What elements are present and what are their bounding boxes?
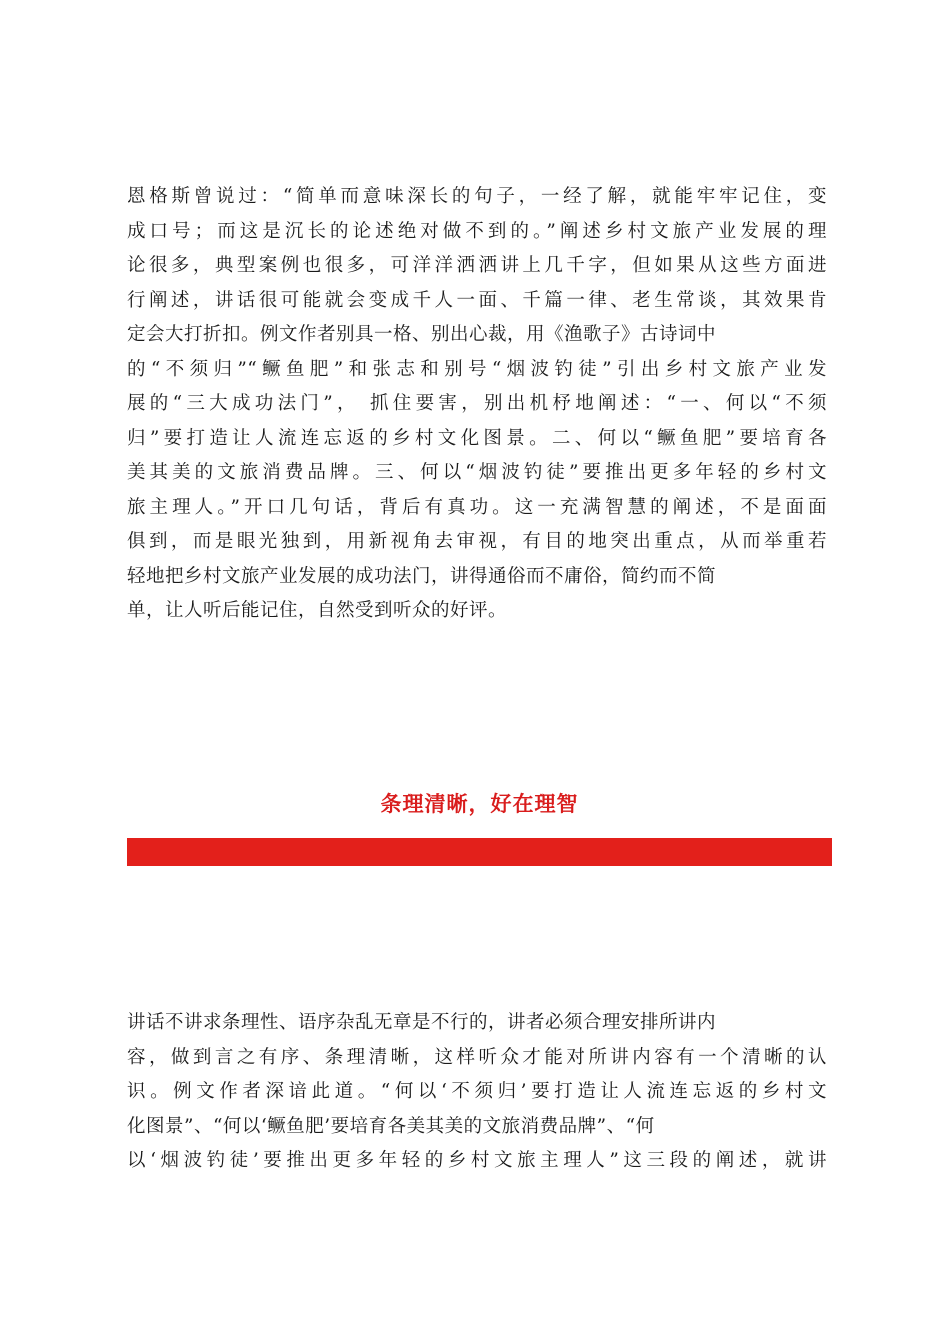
section-heading: 条理清晰，好在理智: [380, 792, 579, 816]
text-line: 的“不须归”“鳜鱼肥”和张志和别号“烟波钓徒”引出乡村文旅产业发: [127, 358, 827, 380]
text-line: 旅主理人。”开口几句话，背后有真功。这一充满智慧的阐述，不是面面: [127, 496, 827, 518]
text-line: 容，做到言之有序、条理清晰，这样听众才能对所讲内容有一个清晰的认: [127, 1046, 827, 1068]
section-divider-bar: [127, 838, 832, 866]
text-line: 以‘烟波钓徒’要推出更多年轻的乡村文旅主理人”这三段的阐述，就讲: [127, 1150, 827, 1171]
text-line: 论很多，典型案例也很多，可洋洋洒洒讲上几千字，但如果从这些方面进: [127, 255, 827, 276]
text-line: 归”要打造让人流连忘返的乡村文化图景。二、何以“鳜鱼肥”要培育各: [127, 427, 827, 449]
text-line: 美其美的文旅消费品牌。三、何以“烟波钓徒”要推出更多年轻的乡村文: [127, 462, 827, 483]
text-line: 俱到，而是眼光独到，用新视角去审视，有目的地突出重点，从而举重若: [127, 531, 827, 552]
text-line: 定会大打折扣。例文作者别具一格、别出心裁，用《渔歌子》古诗词中: [127, 324, 717, 345]
text-line: 识。例文作者深谙此道。“何以‘不须归’要打造让人流连忘返的乡村文: [127, 1081, 827, 1102]
text-line: 单，让人听后能记住，自然受到听众的好评。: [127, 600, 508, 621]
text-line: 化图景”、“何以‘鳜鱼肥’要培育各美其美的文旅消费品牌”、“何: [127, 1115, 655, 1137]
text-line: 轻地把乡村文旅产业发展的成功法门，讲得通俗而不庸俗，简约而不简: [127, 565, 717, 587]
text-line: 行阐述，讲话很可能就会变成千人一面、千篇一律、老生常谈，其效果肯: [127, 289, 827, 311]
text-line: 成口号；而这是沉长的论述绝对做不到的。”阐述乡村文旅产业发展的理: [127, 220, 827, 242]
body-paragraph-1: [127, 180, 827, 629]
text-line: 讲话不讲求条理性、语序杂乱无章是不行的，讲者必须合理安排所讲内: [127, 1012, 717, 1033]
body-paragraph-2: [127, 1006, 827, 1179]
text-line: 恩格斯曾说过：“简单而意味深长的句子，一经了解，就能牢牢记住，变: [127, 186, 827, 207]
text-line: 展的“三大成功法门”， 抓住要害，别出机杼地阐述：“一、何以“不须: [127, 393, 827, 414]
